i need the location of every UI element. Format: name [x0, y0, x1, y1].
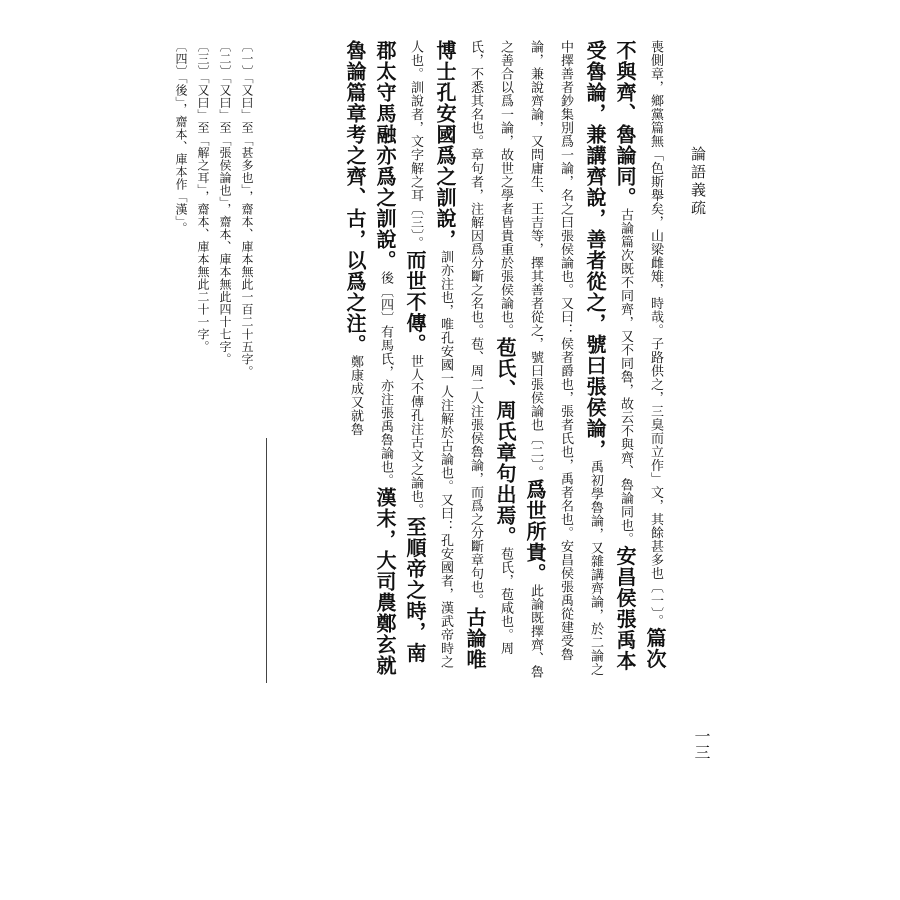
- commentary-text: 禹初學魯論，又雜講齊論，於二論之中擇善者鈔集別爲一論，名之曰張侯論也。又曰：侯者爵也，張者氏也，禹者名也。安昌侯張禹從建受魯論，兼說齊論，又問庸生、王吉等，擇其善者從之，號曰張侯論也〔二〕。: [528, 40, 603, 676]
- commentary-text: 此論既擇齊、魯之善合以爲一論，故世之學者皆貴重於張侯論也。: [498, 40, 543, 679]
- collation-note: 〔一〕「又曰」至「甚多也」，齋本、庫本無此一百二十五字。: [240, 40, 254, 378]
- classic-text: 篇次不與齊、魯論同。: [613, 40, 667, 670]
- classic-text: 爲世所貴。: [523, 479, 547, 584]
- classic-text: 安昌侯張禹本受魯論，兼講齊說，善者從之，號曰張侯論，: [583, 40, 637, 672]
- notes-divider-line: [266, 438, 267, 683]
- collation-notes: [168, 40, 258, 440]
- commentary-text: 後〔四〕有馬氏，亦注張禹魯論也。: [378, 271, 393, 487]
- classic-text: 古論唯博士孔安國爲之訓說，: [433, 40, 487, 670]
- collation-note: 〔二〕「又曰」至「張侯論也」，齋本、庫本無此四十七字。: [218, 40, 232, 366]
- commentary-text: 古論篇次既不同齊，又不同魯，故云不與齊、魯論同也。: [618, 208, 633, 546]
- page-number: 一三: [692, 728, 711, 760]
- classic-text: 苞氏、周氏章句出焉。: [493, 337, 517, 547]
- commentary-text: 苞氏，苞咸也。周氏，不悉其名也。章句者，注解因爲分斷之名也。苞、周二人注張侯魯論，而爲之分斷章句也。: [468, 40, 513, 655]
- classic-text: 而世不傳。: [403, 249, 427, 355]
- main-text-block: [292, 40, 670, 680]
- classic-text: 漢末，大司農鄭玄就魯論篇章考之齊、古，以爲之注。: [343, 40, 397, 676]
- classic-text: 至順帝之時，南郡太守馬融亦爲之訓說。: [373, 40, 427, 664]
- collation-note: 〔三〕「又曰」至「解之耳」，齋本、庫本無此二十一字。: [196, 40, 210, 353]
- collation-note: 〔四〕「後」，齋本、庫本作「漢」。: [174, 40, 188, 235]
- commentary-text: 喪側章，鄉黨篇無「色斯舉矣，山梁雌雉，時哉。子路供之，三臭而立作」文，其餘甚多也〔一〕。: [648, 40, 663, 628]
- commentary-text: 訓亦注也，唯孔安國一人注解於古論也。又曰：孔安國者，漢武帝時之人也。訓說者，文字解之耳〔三〕。: [408, 40, 453, 669]
- commentary-text: 鄭康成又就魯: [348, 355, 363, 436]
- running-head-title: 論語義疏: [689, 146, 707, 218]
- commentary-text: 世人不傳孔注古文之論也。: [408, 354, 423, 517]
